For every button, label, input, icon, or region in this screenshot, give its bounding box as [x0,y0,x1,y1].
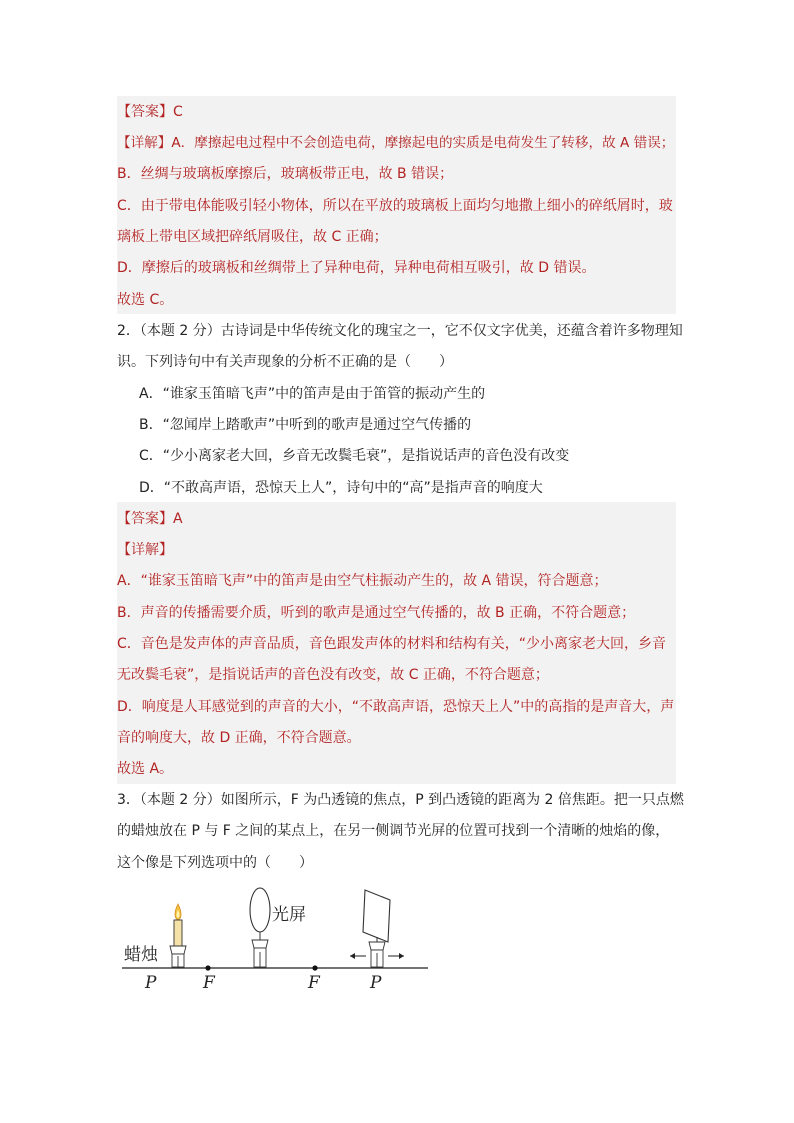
q1-conclusion: 故选 C。 [117,292,174,308]
axis-label-p-right: P [370,973,382,993]
q2-detail-line: 音的响度大，故 D 正确，不符合题意。 [117,730,361,746]
q2-conclusion: 故选 A。 [117,761,174,777]
q1-answer: 【答案】C [117,104,183,120]
q2-detail-label: 【详解】 [117,542,173,558]
q2-detail-line: 无改鬓毛衰”，是指说话声的音色没有改变，故 C 正确，不符合题意； [117,667,549,683]
q1-detail-line: 【详解】A．摩擦起电过程中不会创造电荷，摩擦起电的实质是电荷发生了转移，故 A 错误； [117,135,675,151]
q1-detail-line: D．摩擦后的玻璃板和丝绸带上了异种电荷，异种电荷相互吸引，故 D 错误。 [117,260,596,276]
q1-detail-line: 璃板上带电区域把碎纸屑吸住，故 C 正确； [117,229,388,245]
q2-answer: 【答案】A [117,511,183,527]
q1-detail-line: C．由于带电体能吸引轻小物体，所以在平放的玻璃板上面均匀地撒上细小的碎纸屑时，玻 [117,198,673,214]
q2-detail-line: C．音色是发声体的声音品质，音色跟发声体的材料和结构有关，“少小离家老大回，乡音 [117,636,667,652]
optics-bench-figure [110,882,440,997]
axis-label-p-left: P [145,973,157,993]
q3-stem-line: 的蜡烛放在 P 与 F 之间的某点上，在另一侧调节光屏的位置可找到一个清晰的烛焰的像， [117,823,670,839]
q2-stem-line: 识。下列诗句中有关声现象的分析不正确的是（ ） [117,354,453,370]
light-screen-icon [350,890,404,967]
convex-lens-icon [250,888,270,967]
q2-option-d: D．“不敢高声语，恐惊天上人”，诗句中的“高”是指声音的响度大 [139,480,543,496]
q3-stem-line: 3．（本题 2 分）如图所示，F 为凸透镜的焦点，P 到凸透镜的距离为 2 倍焦距。把一只点燃 [117,792,684,808]
focal-point-right [312,965,317,970]
q2-stem-line: 2．（本题 2 分）古诗词是中华传统文化的瑰宝之一，它不仅文字优美，还蕴含着许多物理知 [117,323,683,339]
screen-label: 光屏 [272,905,306,925]
axis-label-f-right: F [308,973,320,993]
candle-icon [170,904,186,967]
q2-detail-line: B．声音的传播需要介质，听到的歌声是通过空气传播的，故 B 正确，不符合题意； [117,605,636,621]
q2-detail-line: A．“谁家玉笛暗飞声”中的笛声是由空气柱振动产生的，故 A 错误，符合题意； [117,573,608,589]
axis-label-f-left: F [203,973,215,993]
q3-stem-line: 这个像是下列选项中的（ ） [117,855,313,871]
q2-option-b: B．“忽闻岸上踏歌声”中听到的歌声是通过空气传播的 [139,417,472,433]
candle-label: 蜡烛 [124,945,158,965]
focal-point-left [205,965,210,970]
q1-detail-line: B．丝绸与玻璃板摩擦后，玻璃板带正电，故 B 错误； [117,166,454,182]
q2-detail-line: D．响度是人耳感觉到的声音的大小，“不敢高声语，恐惊天上人”中的高指的是声音大，声 [117,699,675,715]
q2-option-c: C．“少小离家老大回，乡音无改鬓毛衰”，是指说话声的音色没有改变 [139,448,570,464]
q2-option-a: A．“谁家玉笛暗飞声”中的笛声是由于笛管的振动产生的 [139,386,486,402]
